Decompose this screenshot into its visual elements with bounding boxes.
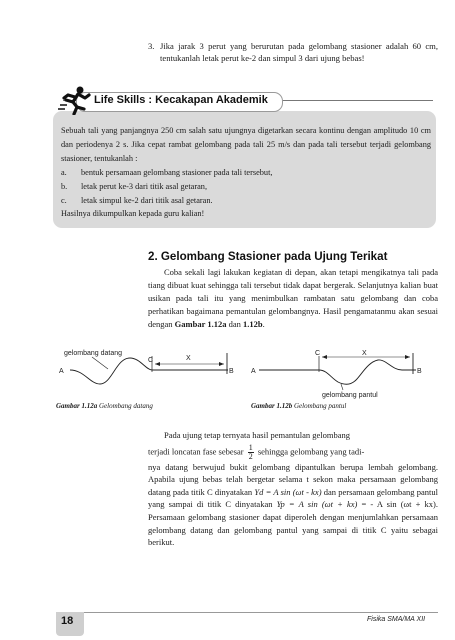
equation-yp: Yp = A sin (ωt + kx) (276, 499, 358, 510)
life-skills-item: b. letak perut ke-3 dari titik asal getaran, (61, 181, 208, 191)
svg-text:A: A (59, 368, 64, 375)
section-title: 2. Gelombang Stasioner pada Ujung Terikat (148, 250, 388, 263)
caption-figure-b: Gambar 1.12b Gelombang pantul (251, 402, 347, 410)
section-paragraph: Coba sekali lagi lakukan kegiatan di depan, akan tetapi mengikatnya tali pada tiang dibuat kuat sehingga tali tersebut tidak dapat bergerak. Selanjutnya kalian buat usikan pada tali itu yang menimbulkan rambatan satu gelombang dan coba perhatikan bagaimana pemantulan gelombangnya. Hasil pengamatanmu akan sesuai dengan Gambar 1.12a dan 1.12b. (148, 267, 438, 330)
svg-text:C: C (315, 350, 321, 357)
svg-text:B: B (417, 368, 422, 375)
figure-1-12a (59, 350, 234, 384)
page-number: 18 (61, 615, 74, 627)
label-gelombang-datang: gelombang datang (64, 350, 122, 357)
life-skills-title: Life Skills : Kecakapan Akademik (94, 94, 268, 106)
figure-1-12b (251, 350, 422, 399)
equation-yd: Yd = A sin (ωt - kx) (254, 486, 322, 497)
footer-rule (60, 612, 438, 613)
question-text: Jika jarak 3 perut yang berurutan pada gelombang stasioner adalah 60 cm, tentukanlah letak perut ke-2 dan simpul 3 dari ujung bebas! (160, 41, 438, 63)
fraction-one-half: $\frac{1}{2}$ (248, 442, 253, 461)
life-skills-body (61, 124, 431, 221)
svg-text:A: A (251, 368, 256, 375)
svg-text:X: X (186, 355, 191, 362)
question-number: 3. (148, 41, 155, 51)
svg-text:X: X (362, 350, 367, 357)
question-3 (148, 41, 438, 64)
svg-text:C: C (148, 357, 154, 364)
figure-ref-a: Gambar 1.12a (174, 319, 227, 330)
reflection-paragraph: Pada ujung tetap ternyata hasil pemantulan gelombang terjadi loncatan fase sebesar $\frac{1}{2}$ sehingga gelombang yang tadi- nya datang berwujud bukit gelombang dipantulkan berupa lembah gelombang. Apabila ujung bebas telah bergetar selama t sekon maka persamaan gelombang datang pada titik C dinyatakan Yd = A sin (ωt - kx) dan persamaan gelombang pantul yang sampai di titik C dinyatakan Yp = A sin (ωt + kx) = - A sin (ωt + kx). Persamaan gelombang stasioner dapat diperoleh dengan menjumlahkan persamaan gelombang datang dan gelombang pantul yang sampai di titik C yaitu sebagai berikut. (148, 430, 439, 548)
label-gelombang-pantul: gelombang pantul (322, 392, 378, 399)
svg-text:B: B (229, 368, 234, 375)
life-skills-item: c. letak simpul ke-2 dari titik asal getaran. (61, 195, 213, 205)
life-skills-intro: Sebuah tali yang panjangnya 250 cm salah satu ujungnya digetarkan secara kontinu dengan amplitudo 10 cm dan periodenya 2 s. Jika cepat rambat gelombang pada tali 25 m/s dan pada tali tersebut terjadi gelombang stasioner, tentukanlah : (61, 126, 431, 163)
life-skills-closing: Hasilnya dikumpulkan kepada guru kalian! (61, 209, 205, 219)
life-skills-item: a. bentuk persamaan gelombang stasioner pada tali tersebut, (61, 167, 273, 177)
figure-ref-b: 1.12b (243, 319, 263, 330)
caption-figure-a: Gambar 1.12a Gelombang datang (56, 402, 153, 410)
wave-figures (56, 348, 436, 400)
book-title: Fisika SMA/MA XII (367, 616, 426, 623)
running-figure-icon (58, 85, 92, 115)
